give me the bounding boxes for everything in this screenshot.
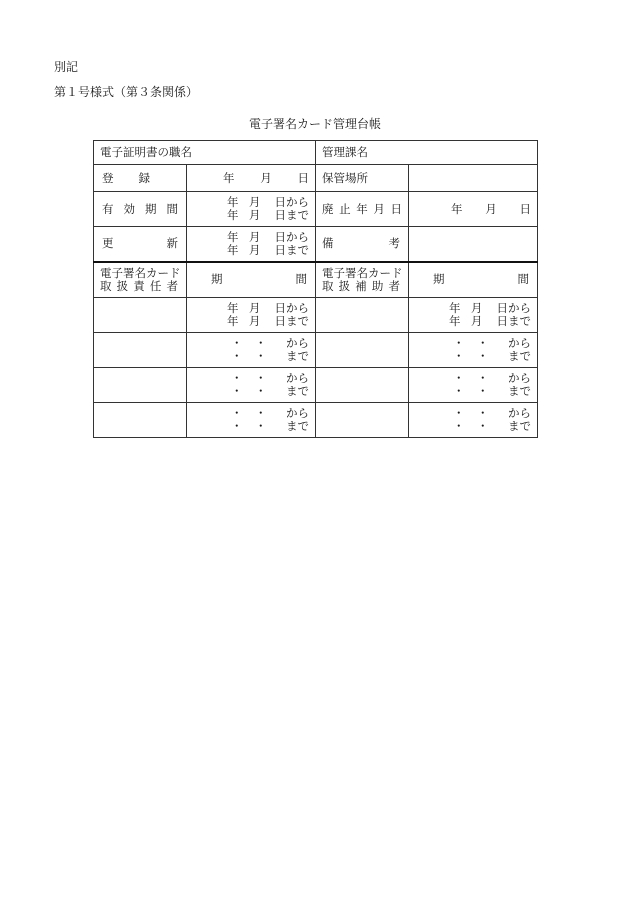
table-row xyxy=(94,227,538,262)
renewal-label: 更 新 xyxy=(94,227,187,262)
manager-name-cell[interactable] xyxy=(94,368,187,403)
table-row xyxy=(94,298,538,333)
abolition-date-cell[interactable]: 年 月 日 xyxy=(409,192,538,227)
manager-period-header: 期 間 xyxy=(187,262,316,298)
assistant-period-cell[interactable]: ・ ・ から ・ ・ まで xyxy=(409,368,538,403)
manager-period-cell[interactable]: ・ ・ から ・ ・ まで xyxy=(187,333,316,368)
form-number-label: 第１号様式（第３条関係） xyxy=(54,85,199,99)
table-row xyxy=(94,262,538,298)
validity-period-label: 有 効 期 間 xyxy=(94,192,187,227)
renewal-period-cell[interactable]: 年 月 日から 年 月 日まで xyxy=(187,227,316,262)
assistant-period-header: 期 間 xyxy=(409,262,538,298)
registration-date-cell[interactable]: 年 月 日 xyxy=(187,165,316,192)
assistant-name-cell[interactable] xyxy=(316,403,409,438)
table-row xyxy=(94,368,538,403)
validity-period-cell[interactable]: 年 月 日から 年 月 日まで xyxy=(187,192,316,227)
table-row xyxy=(94,192,538,227)
manager-period-cell[interactable]: 年 月 日から 年 月 日まで xyxy=(187,298,316,333)
abolition-date-label: 廃 止 年 月 日 xyxy=(316,192,409,227)
card-assistant-header: 電子署名カード 取 扱 補 助 者 xyxy=(316,262,409,298)
assistant-name-cell[interactable] xyxy=(316,298,409,333)
section-name-label: 管理課名 xyxy=(316,141,538,165)
remarks-cell[interactable] xyxy=(409,227,538,262)
assistant-period-cell[interactable]: ・ ・ から ・ ・ まで xyxy=(409,333,538,368)
storage-location-cell[interactable] xyxy=(409,165,538,192)
cert-job-title-label: 電子証明書の職名 xyxy=(94,141,316,165)
manager-name-cell[interactable] xyxy=(94,333,187,368)
table-row xyxy=(94,141,538,165)
assistant-period-cell[interactable]: ・ ・ から ・ ・ まで xyxy=(409,403,538,438)
assistant-name-cell[interactable] xyxy=(316,333,409,368)
registration-label: 登 録 xyxy=(94,165,187,192)
storage-location-label: 保管場所 xyxy=(316,165,409,192)
assistant-name-cell[interactable] xyxy=(316,368,409,403)
manager-name-cell[interactable] xyxy=(94,298,187,333)
table-row xyxy=(94,333,538,368)
manager-name-cell[interactable] xyxy=(94,403,187,438)
ledger-table xyxy=(93,140,538,438)
assistant-period-cell[interactable]: 年 月 日から 年 月 日まで xyxy=(409,298,538,333)
table-row xyxy=(94,403,538,438)
remarks-label: 備 考 xyxy=(316,227,409,262)
manager-period-cell[interactable]: ・ ・ から ・ ・ まで xyxy=(187,368,316,403)
manager-period-cell[interactable]: ・ ・ から ・ ・ まで xyxy=(187,403,316,438)
card-manager-header: 電子署名カード 取 扱 責 任 者 xyxy=(94,262,187,298)
table-row xyxy=(94,165,538,192)
document-title: 電子署名カード管理台帳 xyxy=(248,117,381,131)
note-label: 別記 xyxy=(54,60,79,74)
